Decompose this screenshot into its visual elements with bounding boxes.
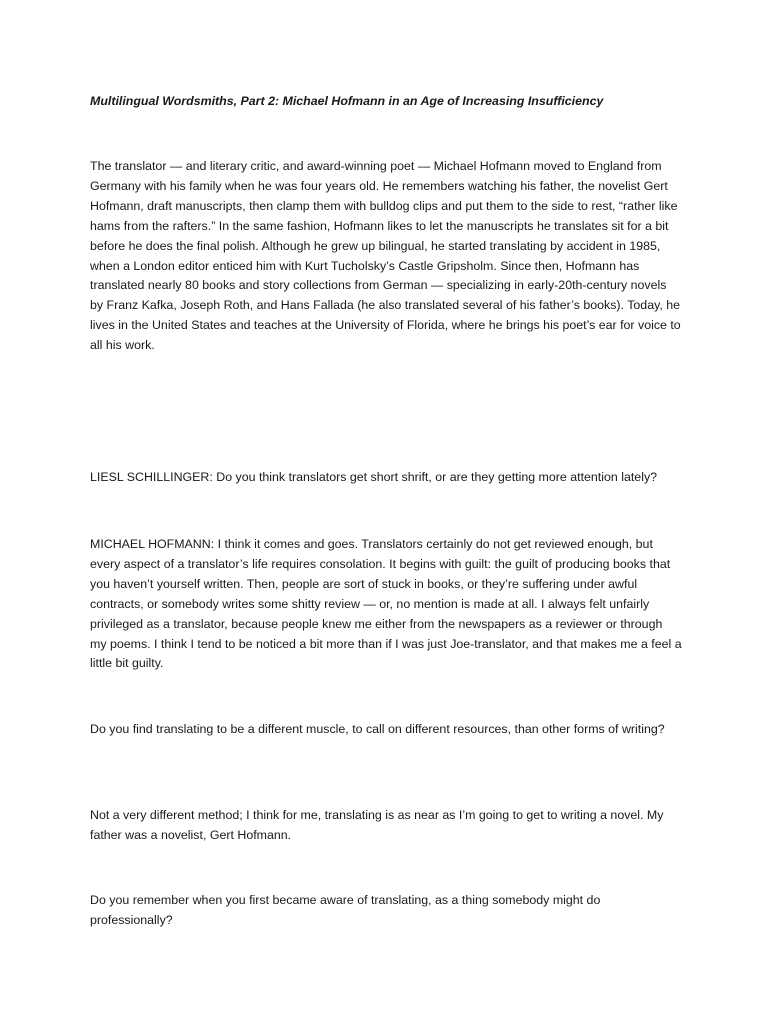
intro-paragraph: The translator — and literary critic, and award-winning poet — Michael Hofmann moved to England from Germany with his family when he was four years old. He remembers watching his father, the novelist Gert Hofmann, draft manuscripts, then clamp them with bulldog clips and put them to the side to rest, “rather like hams from the rafters.” In the same fashion, Hofmann likes to let the manuscripts he translates sit for a bit before he does the final polish. Although he grew up bilingual, he started translating by accident in 1985, when a London editor enticed him with Kurt Tucholsky’s Castle Gripsholm. Since then, Hofmann has translated nearly 80 books and story collections from German — specializing in early-20th-century novels by Franz Kafka, Joseph Roth, and Hans Fallada (he also translated several of his father’s books). Today, he lives in the United States and teaches at the University of Florida, where he brings his poet’s ear for voice to all his work. [90, 159, 681, 353]
interview-question-paragraph: LIESL SCHILLINGER: Do you think translators get short shrift, or are they getting more attention lately? [90, 470, 658, 484]
interview-question-paragraph: Do you remember when you first became aware of translating, as a thing somebody might do professionally? [90, 893, 601, 927]
article-title: Multilingual Wordsmiths, Part 2: Michael Hofmann in an Age of Increasing Insufficiency [90, 94, 604, 108]
interview-answer-paragraph: Not a very different method; I think for me, translating is as near as I’m going to get to writing a novel. My father was a novelist, Gert Hofmann. [90, 808, 664, 842]
document-page [90, 0, 682, 1024]
interview-answer-paragraph: MICHAEL HOFMANN: I think it comes and goes. Translators certainly do not get reviewed enough, but every aspect of a translator’s life requires consolation. It begins with guilt: the guilt of producing books that you haven’t yourself written. Then, people are sort of stuck in books, or they’re suffering under awful contracts, or somebody writes some shitty review — or, no mention is made at all. I always felt unfairly privileged as a translator, because people knew me either from the newspapers as a reviewer or through my poems. I think I tend to be noticed a bit more than if I was just Joe-translator, and that makes me a feel a little bit guilty. [90, 537, 682, 671]
interview-question-paragraph: Do you find translating to be a different muscle, to call on different resources, than other forms of writing? [90, 722, 665, 736]
